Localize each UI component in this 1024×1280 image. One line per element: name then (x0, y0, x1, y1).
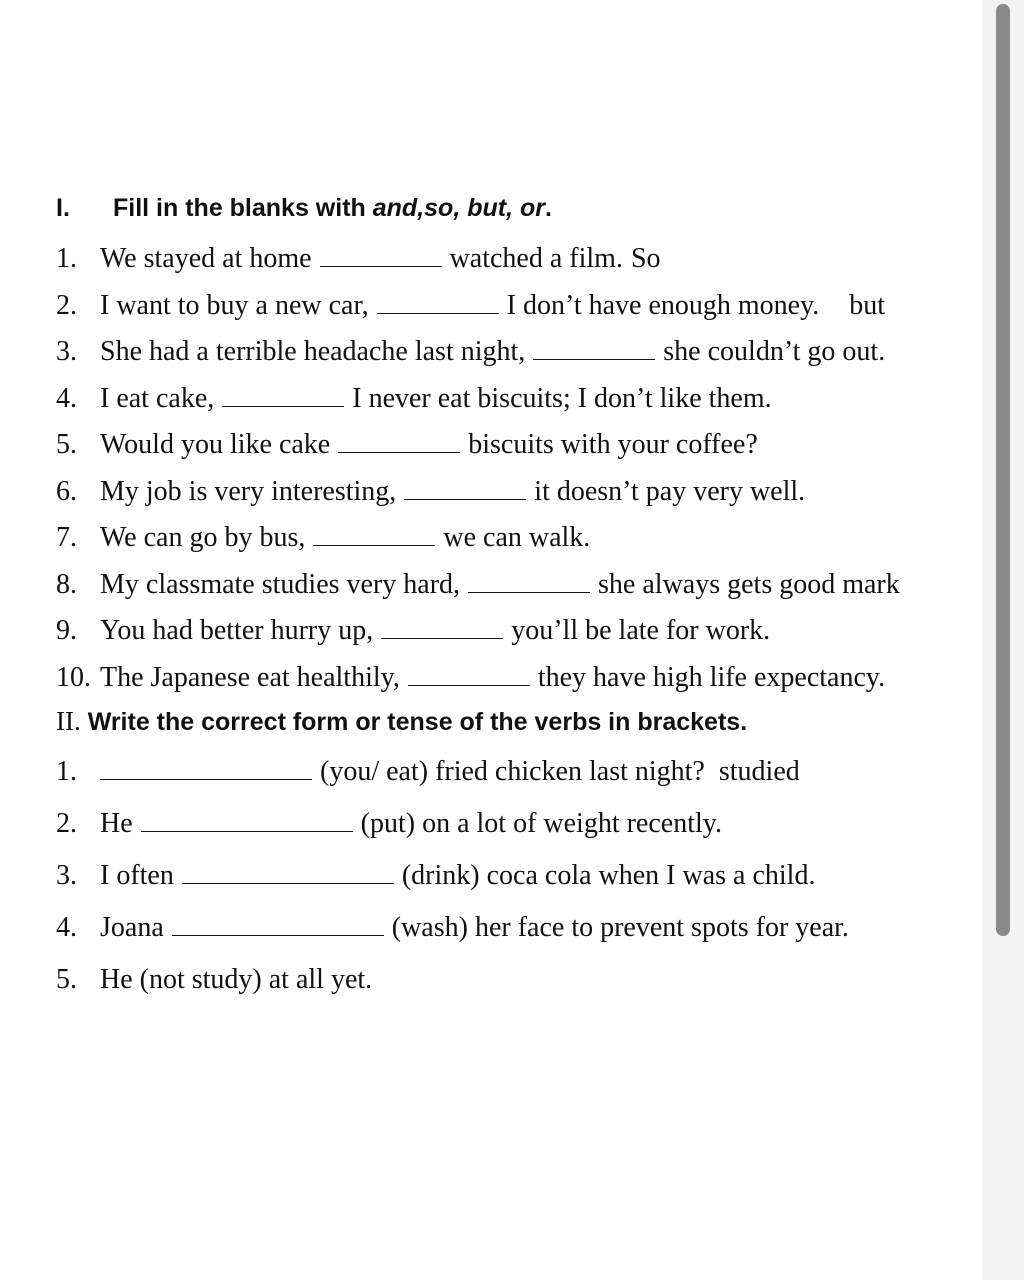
item-number: 5. (56, 964, 77, 995)
answer-blank[interactable] (182, 861, 394, 884)
item-number: 4. (56, 383, 77, 414)
item-text-after: she couldn’t go out. (663, 336, 886, 367)
item-text-after: (wash) her face to prevent spots for year. (391, 912, 849, 943)
exercise-1-item (56, 475, 805, 509)
item-number: 6. (56, 476, 77, 507)
section-1-title-end: . (544, 194, 552, 222)
item-number: 4. (56, 912, 77, 943)
exercise-1-item (56, 335, 885, 369)
item-number: 3. (56, 860, 77, 891)
answer-blank[interactable] (141, 809, 353, 832)
handwritten-answer: So (630, 243, 661, 274)
answer-blank[interactable] (533, 337, 655, 360)
answer-blank[interactable] (377, 291, 499, 314)
answer-blank[interactable] (313, 523, 435, 546)
exercise-1-item (56, 242, 661, 276)
answer-blank[interactable] (381, 616, 503, 639)
item-text-after: (put) on a lot of weight recently. (360, 808, 722, 839)
item-number: 9. (56, 615, 77, 646)
exercise-2-item (56, 963, 372, 997)
scrollbar-thumb[interactable] (996, 4, 1010, 936)
item-number: 8. (56, 569, 77, 600)
item-number: 1. (56, 756, 77, 787)
item-number: 2. (56, 290, 77, 321)
item-number: 5. (56, 429, 77, 460)
section-2-number: II. (56, 706, 81, 736)
section-1-number: I. (56, 194, 70, 222)
answer-blank[interactable] (100, 757, 312, 780)
exercise-2-item (56, 859, 815, 893)
item-number: 3. (56, 336, 77, 367)
item-text-before: We stayed at home (100, 243, 312, 274)
item-text-before: My job is very interesting, (100, 476, 397, 507)
item-text-before: We can go by bus, (100, 522, 306, 553)
item-text-before: I want to buy a new car, (100, 290, 369, 321)
item-text-after: watched a film. (449, 243, 623, 274)
item-text-after: I don’t have enough money. (506, 290, 820, 321)
section-2-heading (56, 706, 747, 737)
item-text-after: she always gets good mark (598, 569, 900, 600)
item-text-before: My classmate studies very hard, (100, 569, 461, 600)
section-2-title: Write the correct form or tense of the verbs in brackets. (87, 708, 748, 736)
answer-blank[interactable] (222, 384, 344, 407)
answer-blank[interactable] (468, 570, 590, 593)
exercise-1-item (56, 661, 885, 695)
exercise-2-item (56, 911, 849, 945)
item-text-after: we can walk. (443, 522, 591, 553)
exercise-1-item (56, 521, 590, 555)
answer-blank[interactable] (320, 244, 442, 267)
item-text-before: Would you like cake (100, 429, 331, 460)
item-text-before: I eat cake, (100, 383, 215, 414)
item-text-before: The Japanese eat healthily, (100, 662, 400, 693)
answer-blank[interactable] (404, 477, 526, 500)
item-text-after: it doesn’t pay very well. (534, 476, 806, 507)
answer-blank[interactable] (172, 913, 384, 936)
item-text: He (not study) at all yet. (100, 964, 373, 995)
section-1-title: Fill in the blanks with (113, 194, 373, 222)
exercise-1-item (56, 428, 758, 462)
answer-blank[interactable] (338, 430, 460, 453)
item-text-before: I often (100, 860, 174, 891)
item-text-after: biscuits with your coffee? (468, 429, 758, 460)
item-text-after: (you/ eat) fried chicken last night? (320, 756, 705, 787)
handwritten-answer: but (849, 290, 886, 321)
exercise-2-item (56, 807, 722, 841)
scrollbar-track[interactable] (982, 0, 1024, 1280)
item-number: 7. (56, 522, 77, 553)
item-text-before: Joana (100, 912, 164, 943)
item-number: 10. (56, 662, 91, 693)
item-number: 2. (56, 808, 77, 839)
item-text-after: they have high life expectancy. (537, 662, 886, 693)
section-1-title-conjunctions: and,so, but, or (372, 194, 545, 222)
section-1-heading (56, 194, 552, 223)
exercise-1-item (56, 568, 900, 602)
exercise-1-item (56, 382, 772, 416)
answer-blank[interactable] (408, 663, 530, 686)
exercise-2-item (56, 755, 800, 789)
item-text-after: (drink) coca cola when I was a child. (401, 860, 816, 891)
item-text-before: She had a terrible headache last night, (100, 336, 526, 367)
exercise-1-item (56, 289, 885, 323)
item-text-after: you’ll be late for work. (511, 615, 771, 646)
item-number: 1. (56, 243, 77, 274)
handwritten-answer: studied (718, 756, 800, 787)
exercise-1-item (56, 614, 770, 648)
item-text-after: I never eat biscuits; I don’t like them. (352, 383, 772, 414)
item-text-before: He (100, 808, 133, 839)
item-text-before: You had better hurry up, (100, 615, 374, 646)
